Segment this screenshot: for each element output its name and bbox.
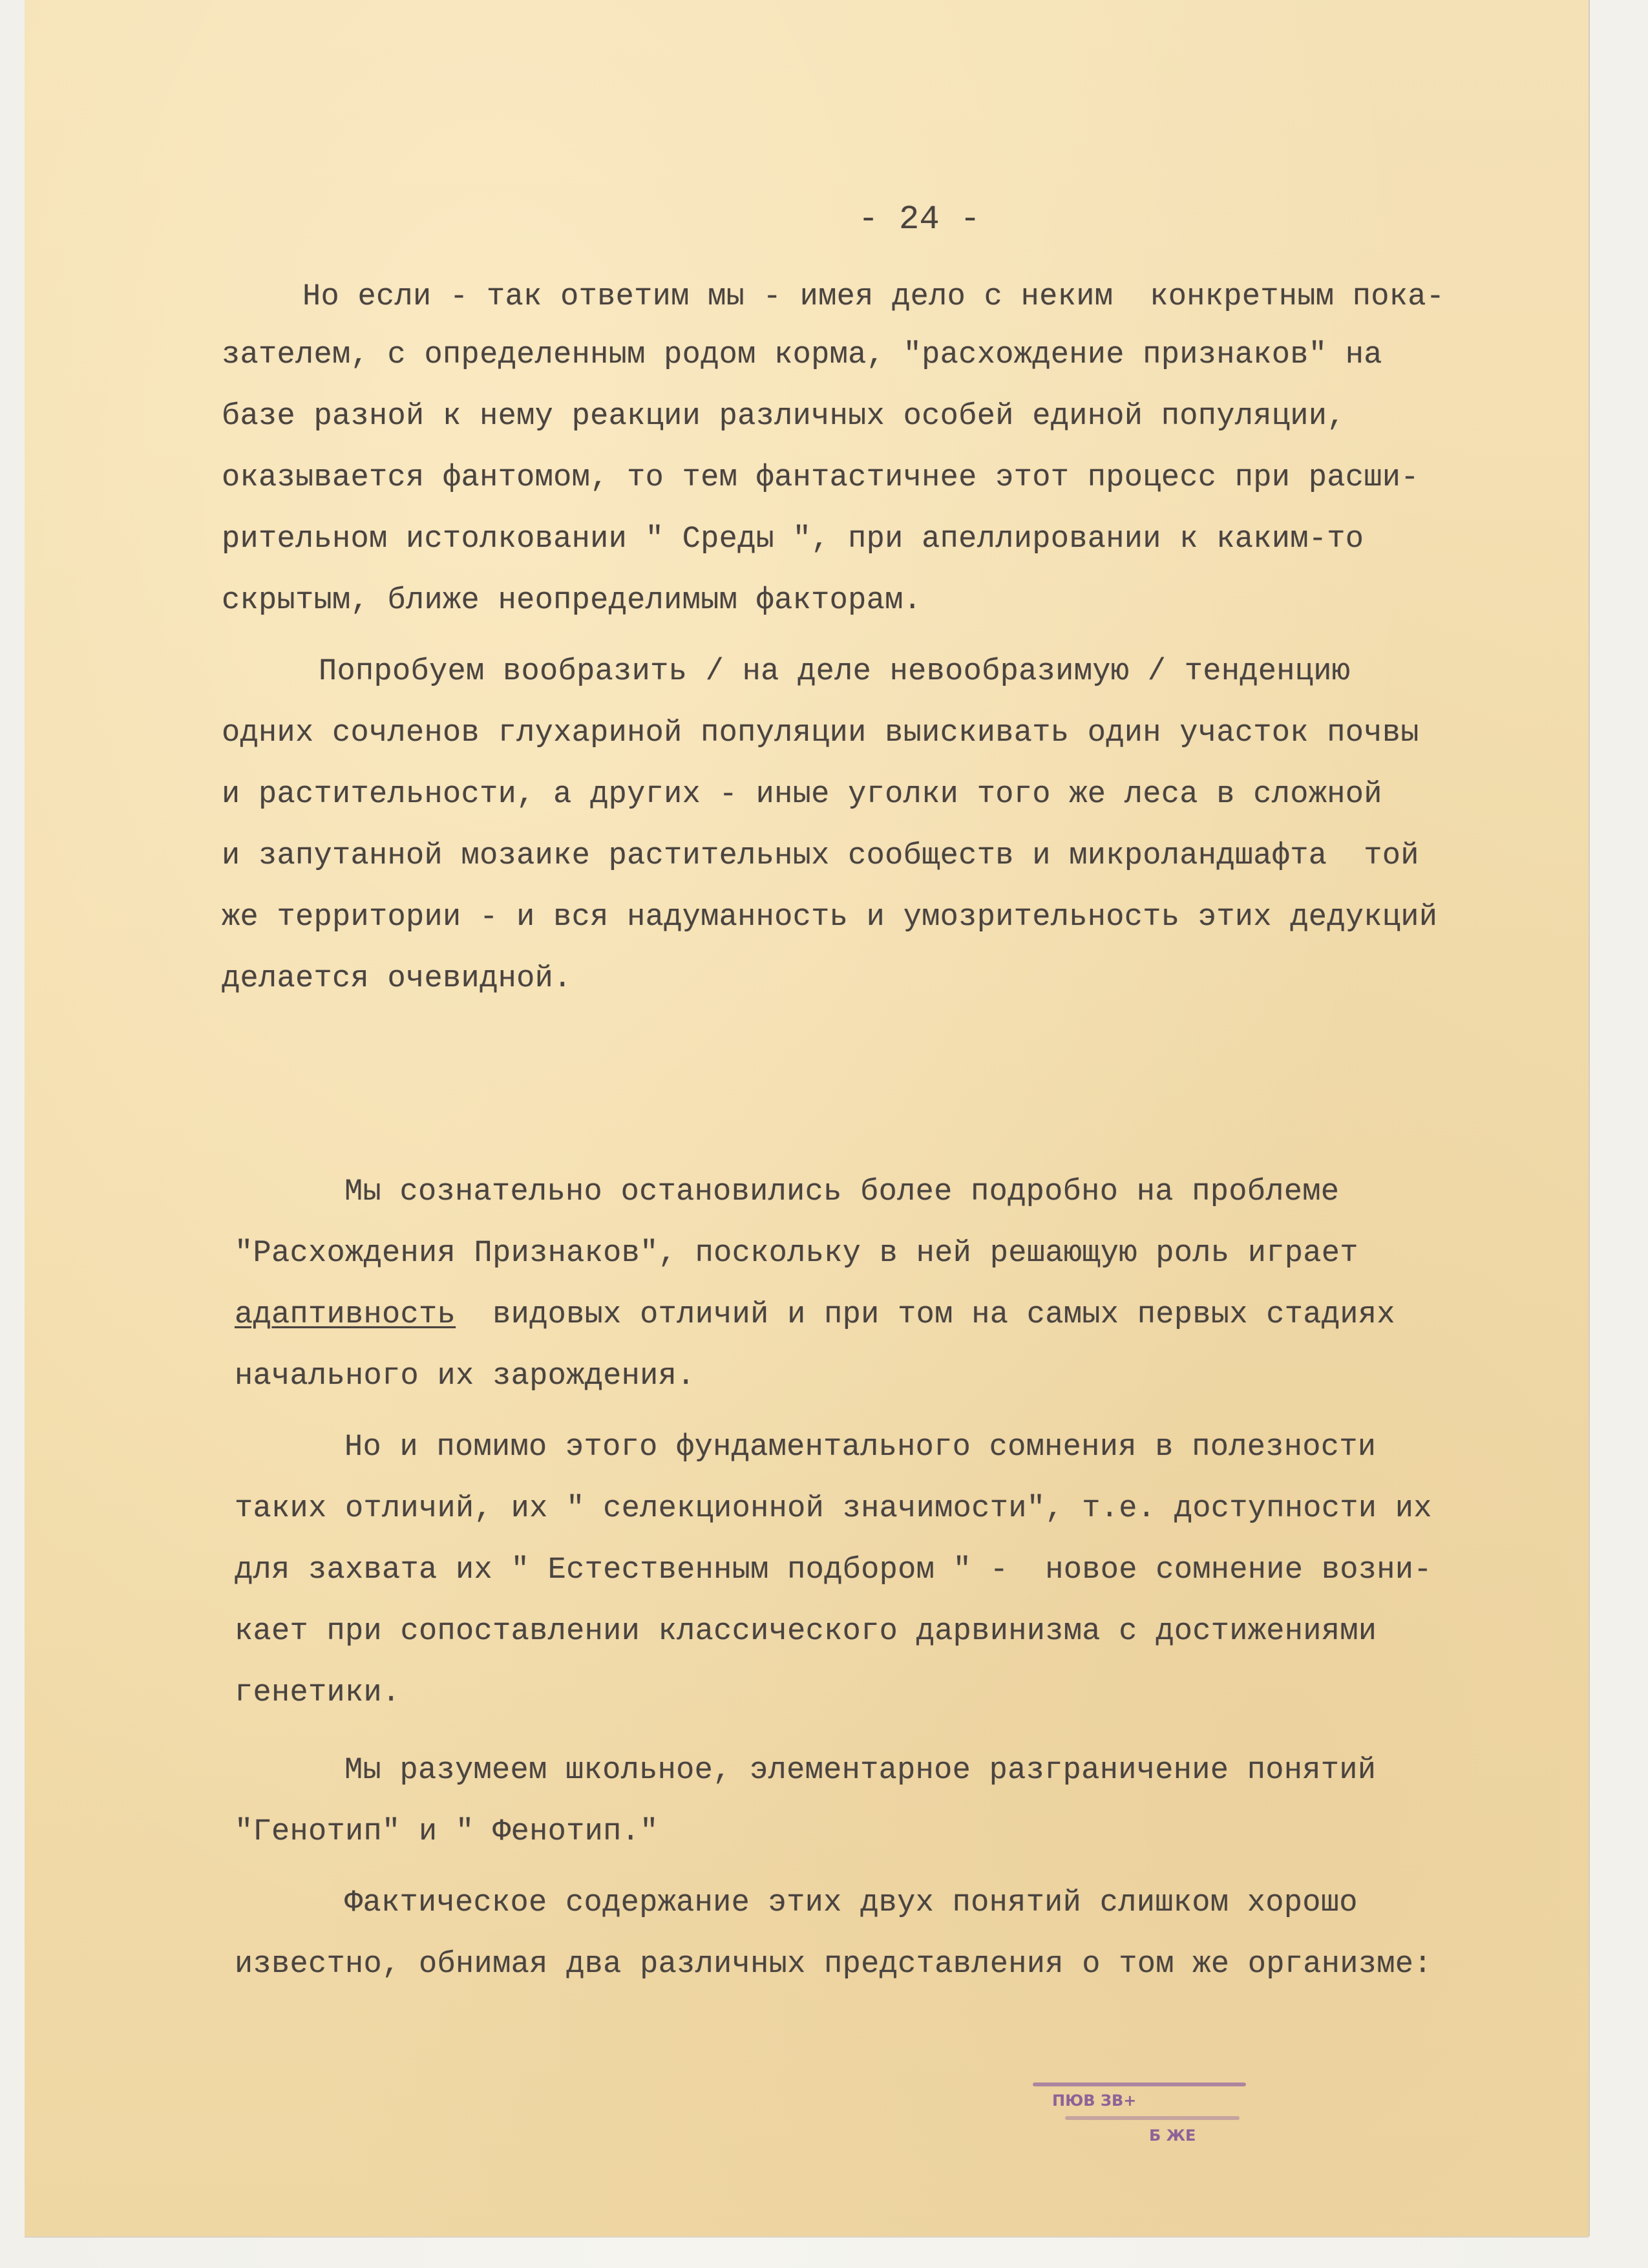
text-line: оказывается фантомом, то тем фантастичнее этот процесс при расши- — [222, 461, 1419, 495]
text-line: скрытым, ближе неопределимым факторам. — [222, 584, 922, 618]
text-line: "Генотип" и " Фенотип." — [235, 1815, 659, 1849]
underlined-term: адаптивность — [235, 1298, 456, 1332]
text-line: и растительности, а других - иные уголки того же леса в сложной — [222, 778, 1382, 812]
text-line: делается очевидной. — [222, 962, 572, 996]
text-line: зателем, с определенным родом корма, "расхождение признаков" на — [222, 338, 1382, 372]
stamp-line — [1033, 2083, 1246, 2086]
text-line: генетики. — [235, 1676, 401, 1710]
page-number: - 24 - — [858, 200, 981, 238]
text-line: известно, обнимая два различных представления о том же организме: — [235, 1947, 1432, 1982]
text-line: базе разной к нему реакции различных особей единой популяции, — [222, 399, 1346, 434]
typed-text-body — [25, 0, 1589, 2236]
text-line: Попробуем вообразить / на деле невообразимую / тенденцию — [319, 655, 1351, 689]
text-line: Но и помимо этого фундаментального сомнения в полезности — [344, 1430, 1377, 1465]
text-line: "Расхождения Признаков", поскольку в ней решающую роль играет — [235, 1236, 1358, 1271]
text-line: Фактическое содержание этих двух понятий слишком хорошо — [344, 1886, 1358, 1920]
text-line: и запутанной мозаике растительных сообществ и микроландшафта той — [222, 839, 1419, 873]
text-line: Мы разумеем школьное, элементарное разграничение понятий — [344, 1754, 1377, 1788]
text-line: кает при сопоставлении классического дарвинизма с достижениями — [235, 1615, 1377, 1649]
text-line: Мы сознательно остановились более подробно на проблеме — [344, 1175, 1340, 1209]
text-line — [235, 1296, 1395, 1335]
document-page — [25, 0, 1589, 2236]
text-line: таких отличий, их " селекционной значимости", т.е. доступности их — [235, 1492, 1432, 1526]
text-line: же территории - и вся надуманность и умозрительность этих дедукций — [222, 900, 1438, 935]
text-line-rest: видовых отличий и при том на самых первых стадиях — [456, 1298, 1395, 1332]
stamp-text: Б ЖЕ — [1149, 2126, 1196, 2145]
archive-stamp — [1013, 2075, 1285, 2159]
text-line: начального их зарождения. — [235, 1359, 695, 1394]
text-line: одних сочленов глухариной популяции выискивать один участок почвы — [222, 716, 1419, 750]
stamp-line — [1065, 2116, 1240, 2120]
text-line: рительном истолковании " Среды ", при апеллировании к каким-то — [222, 522, 1364, 556]
text-line: Но если - так ответим мы - имея дело с неким конкретным пока- — [302, 280, 1445, 314]
stamp-text: ПЮВ ЗВ+ — [1052, 2092, 1137, 2110]
text-line: для захвата их " Естественным подбором " - новое сомнение возни- — [235, 1553, 1432, 1587]
